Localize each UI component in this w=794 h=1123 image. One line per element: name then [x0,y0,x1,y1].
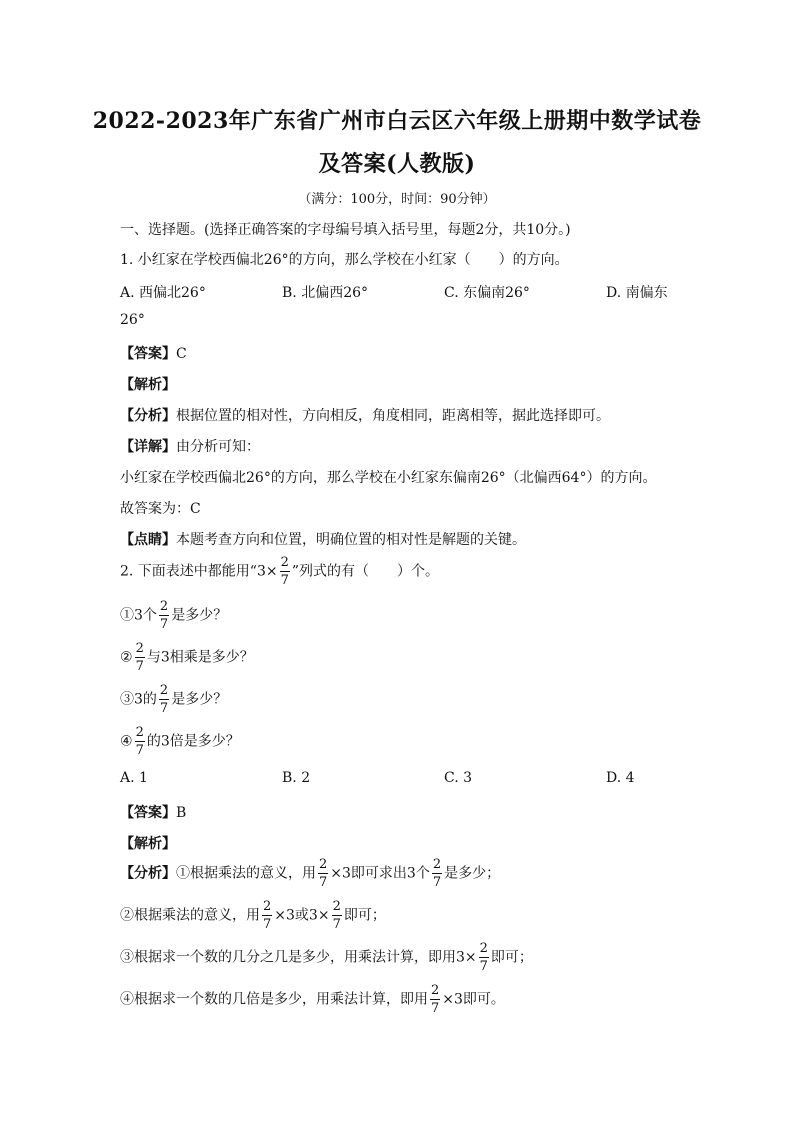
q2-option-a: A. 1 [120,770,148,786]
q1-answer [120,343,187,363]
q1-conclusion: 故答案为：C [120,501,201,517]
fraction: $\frac{2}{7}$ [431,983,440,1016]
fraction: $\frac{2}{7}$ [263,899,272,932]
q2-fenxi-3: ③根据求一个数的几分之几是多少，用乘法计算，即用3× $\frac{2}{7}$ 即可； [120,941,533,974]
section-heading: 一、选择题。(选择正确答案的字母编号填入括号里，每题2分，共10分。) [120,222,571,238]
doc-subtitle: （满分：100分，时间：90分钟） [298,192,496,207]
q2-item-4: ④ $\frac{2}{7}$ 的3倍是多少？ [120,725,240,758]
dianjing-tag: 【点睛】 [120,532,176,548]
q1-option-d: D. 南偏东 [606,285,668,301]
fenxi-tag: 【分析】 [120,408,176,424]
xiangjie-text: 由分析可知： [176,439,260,455]
q1-fenxi [120,405,610,425]
fraction: $\frac{2}{7}$ [432,857,442,890]
q2-option-d: D. 4 [606,770,635,786]
doc-title-line2: 及答案(人教版) [318,151,476,177]
doc-title-line1: 2022-2023年广东省广州市白云区六年级上册期中数学试卷 [92,108,702,134]
q2-item-3: ③3的 $\frac{2}{7}$ 是多少？ [120,683,228,716]
q1-stem: 1. 小红家在学校西偏北26°的方向，那么学校在小红家（ ）的方向。 [120,252,569,268]
q1-detail: 小红家在学校西偏北26°的方向，那么学校在小红家东偏南26°（北偏西64°）的方向。 [120,470,657,486]
q2-stem: 2. 下面表述中都能用“3× $\frac{2}{7}$ ”列式的有（ ）个。 [120,555,440,588]
fraction: $\frac{2}{7}$ [332,899,341,932]
answer-tag: 【答案】 [120,346,176,362]
q2-item-1: ①3个 $\frac{2}{7}$ 是多少？ [120,599,228,632]
q1-jiexi: 【解析】 [120,377,176,393]
xiangjie-tag: 【详解】 [120,439,176,455]
answer-value: C [176,346,187,362]
q2-answer: 【答案】B [120,805,187,821]
q1-option-b: B. 北偏西26° [282,285,369,301]
fraction: $\frac{2}{7}$ [159,599,169,632]
q2-item-2: ② $\frac{2}{7}$ 与3相乘是多少？ [120,641,254,674]
q2-fenxi-1: 【分析】①根据乘法的意义，用 $\frac{2}{7}$ ×3即可求出3个 $\frac{2}{7}$ 是多少； [120,857,501,890]
q2-fenxi-2: ②根据乘法的意义，用 $\frac{2}{7}$ ×3或3× $\frac{2}{7}$ 即可； [120,899,386,932]
q1-xiangjie [120,436,260,456]
q2-fenxi-4: ④根据求一个数的几倍是多少，用乘法计算，即用 $\frac{2}{7}$ ×3即可。 [120,983,505,1016]
fenxi-text: 根据位置的相对性，方向相反，角度相同，距离相等，据此选择即可。 [176,408,610,424]
q2-jiexi: 【解析】 [120,836,176,852]
fraction: $\frac{2}{7}$ [280,555,289,588]
fraction: $\frac{2}{7}$ [135,725,144,758]
dianjing-text: 本题考查方向和位置，明确位置的相对性是解题的关键。 [176,532,526,548]
q1-option-c: C. 东偏南26° [444,285,530,301]
fraction: $\frac{2}{7}$ [135,641,144,674]
fraction: $\frac{2}{7}$ [159,683,169,716]
q1-option-a: A. 西偏北26° [120,285,206,301]
q2-option-b: B. 2 [282,770,311,786]
q1-option-d-cont: 26° [120,312,145,328]
fraction: $\frac{2}{7}$ [319,857,328,890]
fraction: $\frac{2}{7}$ [479,941,488,974]
q2-option-c: C. 3 [444,770,473,786]
q1-dianjing [120,529,526,549]
